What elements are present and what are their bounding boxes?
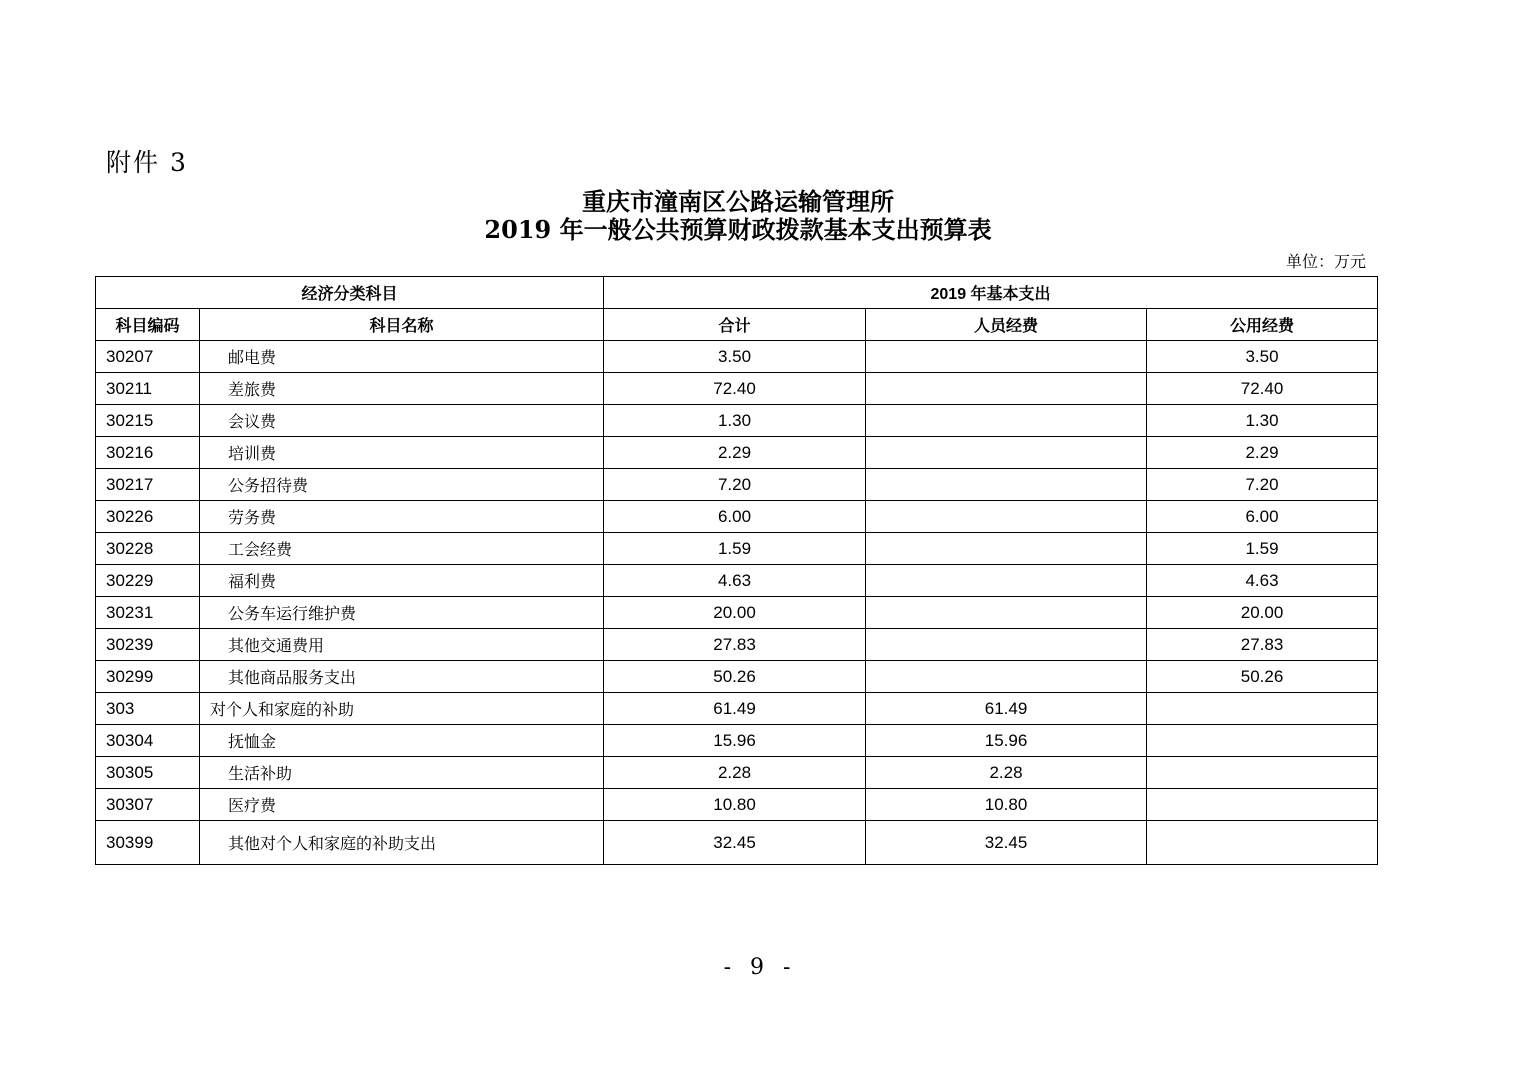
table-row [96,789,1378,821]
header-public: 公用经费 [1147,309,1378,341]
cell-public: 1.59 [1147,533,1378,565]
cell-public: 1.30 [1147,405,1378,437]
cell-personnel [866,661,1147,693]
cell-name: 其他商品服务支出 [200,661,604,693]
unit-label: 单位：万元 [1285,252,1366,271]
cell-personnel [866,533,1147,565]
cell-public [1147,789,1378,821]
cell-public [1147,725,1378,757]
cell-code: 30211 [96,373,200,405]
cell-total: 50.26 [604,661,866,693]
cell-public [1147,821,1378,865]
header-economic-category: 经济分类科目 [96,277,604,309]
cell-personnel [866,629,1147,661]
cell-name: 其他交通费用 [200,629,604,661]
cell-name: 差旅费 [200,373,604,405]
table-row [96,341,1378,373]
cell-public: 6.00 [1147,501,1378,533]
cell-name: 工会经费 [200,533,604,565]
cell-total: 7.20 [604,469,866,501]
header-total: 合计 [604,309,866,341]
cell-total: 10.80 [604,789,866,821]
cell-total: 61.49 [604,693,866,725]
cell-total: 20.00 [604,597,866,629]
table-row [96,661,1378,693]
cell-personnel: 61.49 [866,693,1147,725]
cell-name: 医疗费 [200,789,604,821]
cell-public [1147,693,1378,725]
cell-name: 劳务费 [200,501,604,533]
cell-public: 2.29 [1147,437,1378,469]
page-number: - 9 - [723,955,797,980]
cell-code: 30217 [96,469,200,501]
header-name: 科目名称 [200,309,604,341]
cell-personnel [866,437,1147,469]
table-row [96,565,1378,597]
cell-total: 1.30 [604,405,866,437]
cell-public: 4.63 [1147,565,1378,597]
cell-code: 30239 [96,629,200,661]
cell-total: 27.83 [604,629,866,661]
attachment-label: 附件 3 [106,148,188,177]
cell-personnel [866,405,1147,437]
cell-name: 培训费 [200,437,604,469]
table-row [96,597,1378,629]
table-row [96,629,1378,661]
cell-code: 30399 [96,821,200,865]
cell-name: 对个人和家庭的补助 [200,693,604,725]
cell-total: 72.40 [604,373,866,405]
cell-name: 邮电费 [200,341,604,373]
cell-public: 20.00 [1147,597,1378,629]
cell-personnel [866,597,1147,629]
cell-total: 4.63 [604,565,866,597]
cell-personnel: 10.80 [866,789,1147,821]
cell-code: 30216 [96,437,200,469]
cell-code: 30299 [96,661,200,693]
cell-name: 其他对个人和家庭的补助支出 [200,821,604,865]
table-row [96,693,1378,725]
cell-name: 会议费 [200,405,604,437]
cell-code: 30304 [96,725,200,757]
table-row [96,405,1378,437]
cell-name: 生活补助 [200,757,604,789]
cell-total: 2.29 [604,437,866,469]
header-personnel: 人员经费 [866,309,1147,341]
cell-code: 30207 [96,341,200,373]
table-row [96,725,1378,757]
cell-code: 30228 [96,533,200,565]
cell-personnel [866,469,1147,501]
cell-total: 2.28 [604,757,866,789]
header-basic-expenditure: 2019 年基本支出 [604,277,1378,309]
table-row [96,373,1378,405]
cell-total: 3.50 [604,341,866,373]
cell-code: 30307 [96,789,200,821]
table-row [96,469,1378,501]
cell-code: 30231 [96,597,200,629]
cell-personnel: 2.28 [866,757,1147,789]
cell-code: 30305 [96,757,200,789]
table-column-header-row [96,309,1378,341]
table-row [96,757,1378,789]
document-subtitle: 2019 年一般公共预算财政拨款基本支出预算表 [484,215,992,244]
table-row [96,501,1378,533]
document-title: 重庆市潼南区公路运输管理所 [582,187,894,216]
cell-code: 30226 [96,501,200,533]
cell-public: 3.50 [1147,341,1378,373]
cell-name: 公务招待费 [200,469,604,501]
table-group-header-row [96,277,1378,309]
cell-code: 30215 [96,405,200,437]
cell-public: 72.40 [1147,373,1378,405]
cell-personnel: 15.96 [866,725,1147,757]
cell-total: 32.45 [604,821,866,865]
cell-total: 6.00 [604,501,866,533]
cell-personnel [866,341,1147,373]
header-code: 科目编码 [96,309,200,341]
budget-table [95,276,1378,865]
cell-personnel [866,373,1147,405]
cell-name: 抚恤金 [200,725,604,757]
table-row [96,437,1378,469]
cell-public: 50.26 [1147,661,1378,693]
cell-name: 福利费 [200,565,604,597]
cell-personnel [866,565,1147,597]
table-row [96,821,1378,865]
cell-public: 27.83 [1147,629,1378,661]
cell-total: 15.96 [604,725,866,757]
cell-personnel [866,501,1147,533]
cell-public [1147,757,1378,789]
cell-code: 303 [96,693,200,725]
cell-public: 7.20 [1147,469,1378,501]
table-row [96,533,1378,565]
cell-personnel: 32.45 [866,821,1147,865]
cell-name: 公务车运行维护费 [200,597,604,629]
cell-total: 1.59 [604,533,866,565]
cell-code: 30229 [96,565,200,597]
